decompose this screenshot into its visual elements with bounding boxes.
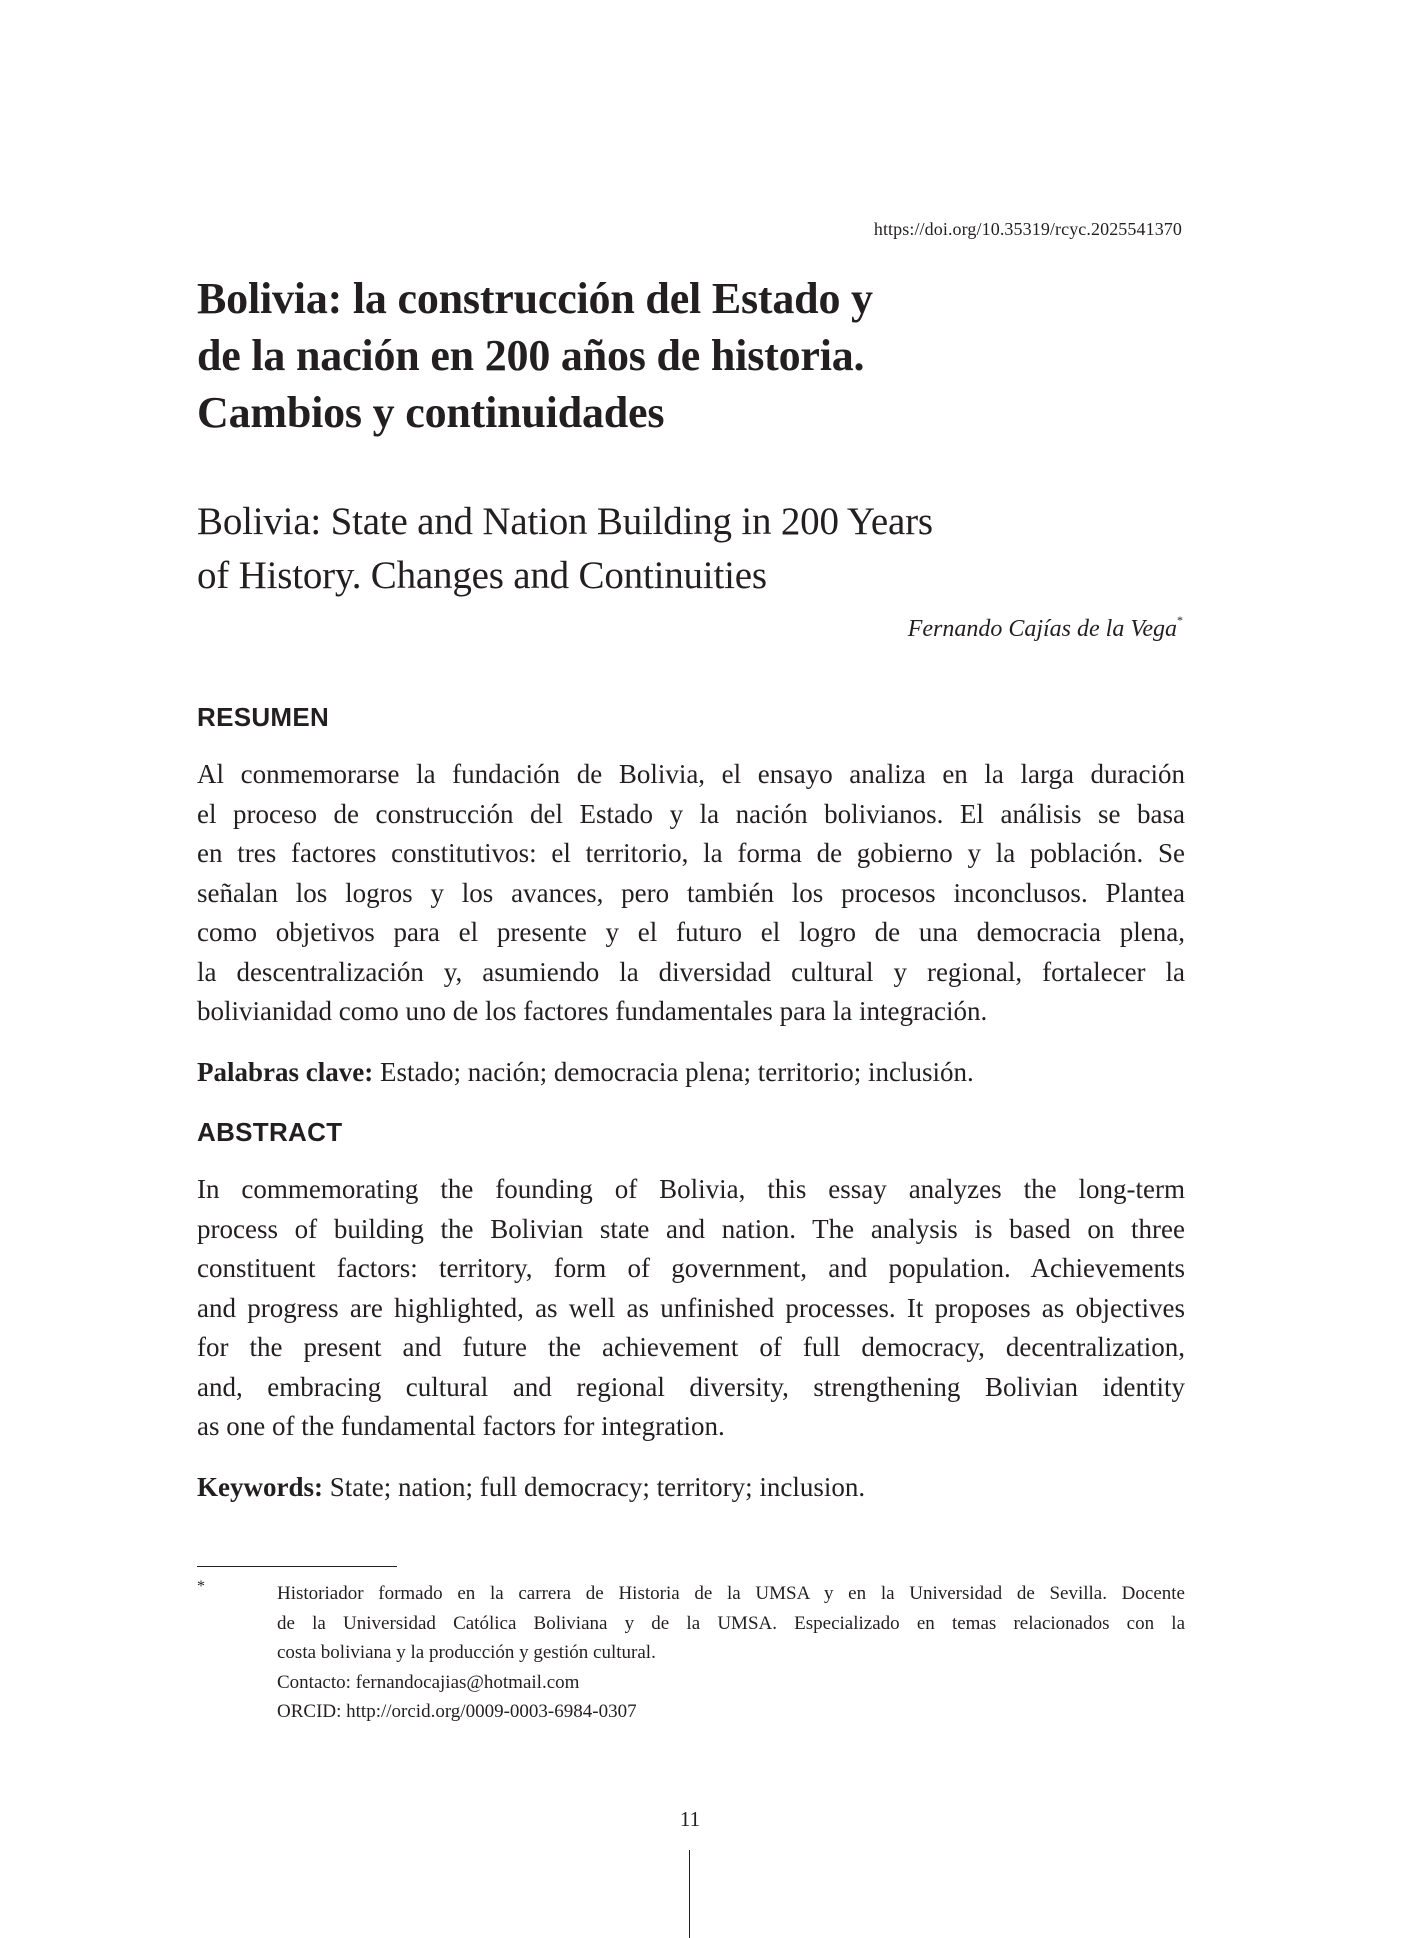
footnote-line: costa boliviana y la producción y gestión cultural. — [277, 1642, 656, 1663]
abstract-paragraph — [197, 1170, 1185, 1447]
footnote-mark: * — [197, 1578, 205, 1595]
page-number: 11 — [679, 1807, 701, 1831]
page-number-rule — [689, 1850, 690, 1938]
resumen-line: como objetivos para el presente y el futuro el logro de una democracia plena, — [197, 917, 1185, 947]
abstract-heading: ABSTRACT — [197, 1117, 343, 1147]
abstract-line: as one of the fundamental factors for integration. — [197, 1411, 725, 1441]
resumen-paragraph — [197, 755, 1185, 1032]
spanish-title-line-3: Cambios y continuidades — [197, 388, 665, 437]
doi-link[interactable]: https://doi.org/10.35319/rcyc.2025541370 — [873, 219, 1182, 239]
author-footnote-mark[interactable]: * — [1177, 613, 1183, 627]
footnote-line: Historiador formado en la carrera de Historia de la UMSA y en la Universidad de Sevilla. Docente — [277, 1583, 1185, 1604]
author-name — [908, 613, 1183, 643]
spanish-title-line-2: de la nación en 200 años de historia. — [197, 331, 865, 380]
abstract-line: constituent factors: territory, form of government, and population. Achievements — [197, 1253, 1185, 1283]
resumen-line: en tres factores constitutivos: el territorio, la forma de gobierno y la población. Se — [197, 838, 1185, 868]
english-title-line-1: Bolivia: State and Nation Building in 200 Years — [197, 500, 933, 543]
english-title-line-2: of History. Changes and Continuities — [197, 554, 767, 597]
palabras-clave — [197, 1052, 1185, 1092]
footnote-line: de la Universidad Católica Boliviana y de la UMSA. Especializado en temas relacionados con la — [277, 1612, 1185, 1634]
keywords — [197, 1467, 1185, 1507]
keywords-values: State; nation; full democracy; territory; inclusion. — [322, 1472, 866, 1502]
abstract-line: and progress are highlighted, as well as unfinished processes. It proposes as objectives — [197, 1292, 1185, 1323]
keywords-label: Keywords: — [197, 1472, 323, 1502]
palabras-clave-label: Palabras clave: — [197, 1057, 374, 1087]
resumen-line: Al conmemorarse la fundación de Bolivia, el ensayo analiza en la larga duración — [197, 759, 1185, 789]
abstract-line: process of building the Bolivian state and nation. The analysis is based on three — [197, 1213, 1185, 1244]
resumen-line: señalan los logros y los avances, pero también los procesos inconclusos. Plantea — [197, 877, 1185, 908]
footnote-orcid[interactable]: ORCID: http://orcid.org/0009-0003-6984-0307 — [277, 1701, 637, 1722]
spanish-title — [197, 270, 1097, 441]
resumen-line: bolivianidad como uno de los factores fundamentales para la integración. — [197, 996, 988, 1026]
abstract-line: and, embracing cultural and regional diversity, strengthening Bolivian identity — [197, 1371, 1185, 1402]
abstract-line: In commemorating the founding of Bolivia, this essay analyzes the long-term — [197, 1174, 1185, 1204]
resumen-heading: RESUMEN — [197, 702, 330, 732]
footnote-separator — [197, 1566, 397, 1567]
author-name-text: Fernando Cajías de la Vega — [907, 616, 1177, 642]
footnote-contact[interactable]: Contacto: fernandocajias@hotmail.com — [277, 1671, 580, 1693]
spanish-title-line-1: Bolivia: la construcción del Estado y — [197, 274, 873, 323]
footnote-text — [277, 1579, 1185, 1727]
english-title — [197, 495, 1097, 603]
abstract-line: for the present and future the achievement of full democracy, decentralization, — [197, 1332, 1185, 1362]
palabras-clave-values: Estado; nación; democracia plena; territorio; inclusión. — [373, 1057, 974, 1087]
resumen-line: el proceso de construcción del Estado y la nación bolivianos. El análisis se basa — [197, 798, 1185, 829]
resumen-line: la descentralización y, asumiendo la diversidad cultural y regional, fortalecer la — [197, 956, 1185, 987]
